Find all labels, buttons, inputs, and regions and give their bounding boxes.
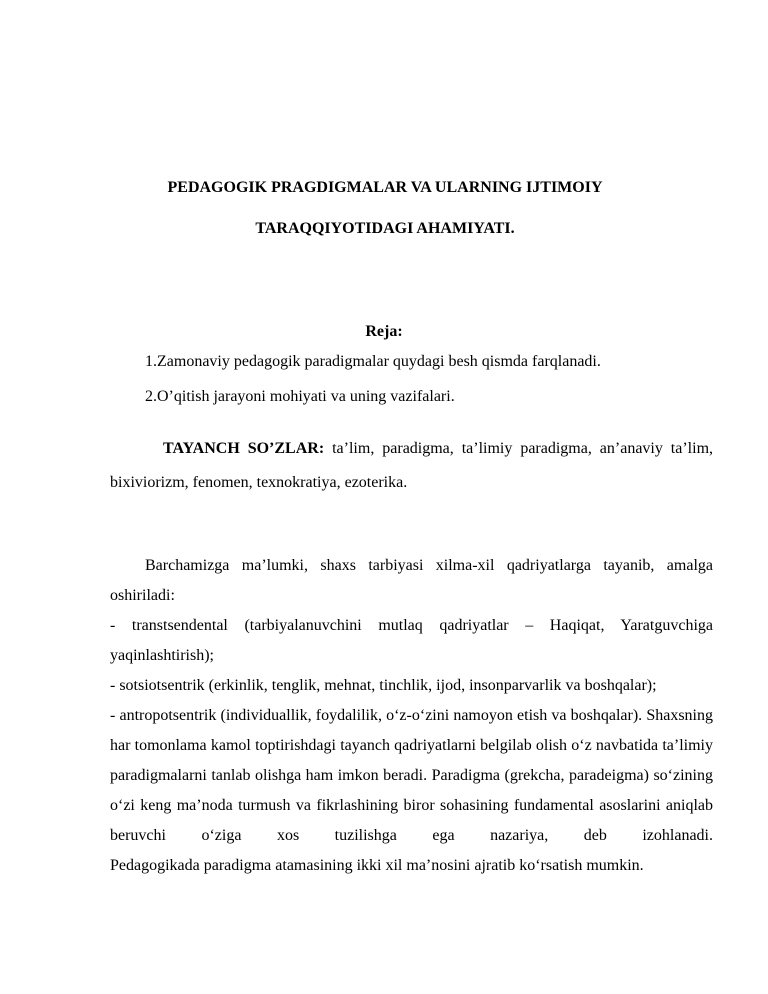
document-title-line-1: PEDAGOGIK PRAGDIGMALAR VA ULARNING IJTIMOIY [167, 179, 603, 196]
keywords-text: ta’lim, paradigma, ta’limiy paradigma, an’anaviy ta’lim, bixiviorizm, fenomen, texnokratiya, ezoterika. [110, 440, 714, 491]
keywords-label: TAYANCH SO’ZLAR: [163, 440, 325, 457]
paragraph-intro: Barchamizga ma’lumki, shaxs tarbiyasi xilma-xil qadriyatlarga tayanib, amalga oshiriladi: [110, 557, 713, 604]
paragraph-transcendental: - transtsendental (tarbiyalanuvchini mutlaq qadriyatlar – Haqiqat, Yaratguvchiga yaqinlashtirish); [110, 617, 713, 664]
body-text [110, 551, 713, 881]
plan-item-2: 2.O’qitish jarayoni mohiyati va uning vazifalari. [145, 388, 455, 405]
paragraph-pedagogy: Pedagogikada paradigma atamasining ikki xil ma’nosini ajratib ko‘rsatish mumkin. [110, 857, 644, 874]
document-title-line-2: TARAQQIYOTIDAGI AHAMIYATI. [255, 220, 515, 237]
plan-heading: Reja: [365, 323, 403, 340]
plan-item-1: 1.Zamonaviy pedagogik paradigmalar quydagi besh qismda farqlanadi. [145, 353, 601, 370]
keywords-paragraph [110, 432, 713, 500]
paragraph-anthropocentric: - antropotsentrik (individuallik, foydalilik, o‘z-o‘zini namoyon etish va boshqalar). Shaxsning har tomonlama kamol toptirishdagi tayanch qadriyatlarni belgilab olish o‘z navbatida ta’limiy paradigmalarni tanlab olishga ham imkon beradi. Paradigma (grekcha, paradeigma) so‘zining o‘zi keng ma’noda turmush va fikrlashining biror sohasining fundamental asoslarini aniqlab beruvchi o‘ziga xos tuzilishga ega nazariya, deb izohlanadi. [110, 707, 713, 844]
paragraph-sociocentric: - sotsiotsentrik (erkinlik, tenglik, mehnat, tinchlik, ijod, insonparvarlik va boshqalar); [110, 677, 657, 694]
